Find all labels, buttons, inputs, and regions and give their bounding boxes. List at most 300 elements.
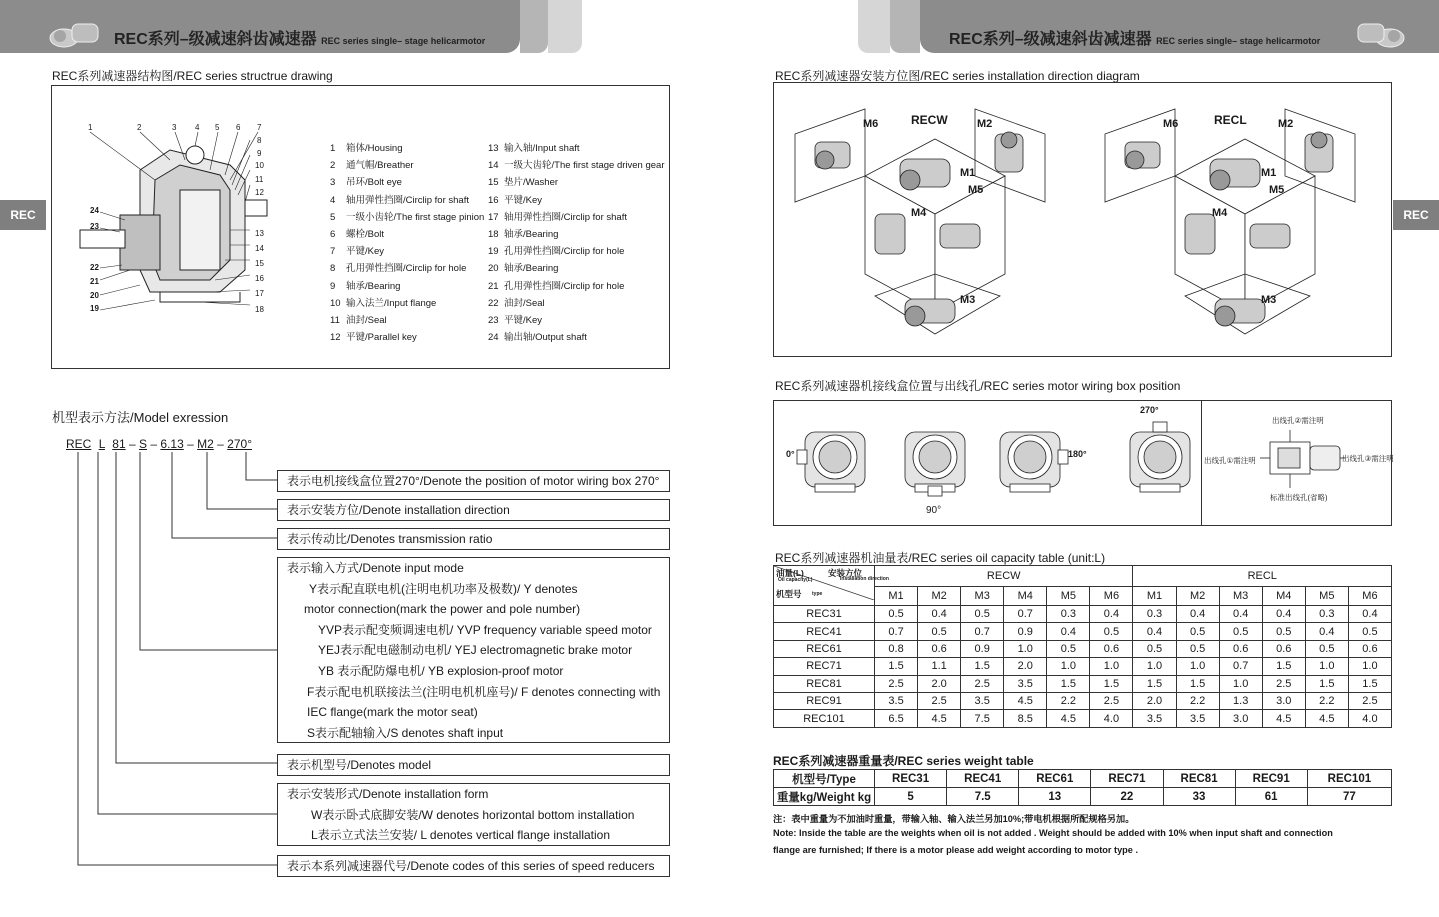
weight-type-cell: REC41 [947,770,1019,788]
oil-group-header: RECL [1133,566,1392,587]
part-item [488,140,665,157]
oil-value-cell: 0.7 [961,623,1004,640]
oil-value-cell: 3.0 [1262,692,1305,709]
part-item [330,329,484,346]
oil-data-row [774,623,1392,640]
oil-value-cell: 0.8 [875,640,918,657]
w-m3: M3 [960,294,976,306]
oil-value-cell: 0.6 [1348,640,1391,657]
part-number: 20 [488,263,499,275]
callout-11: 11 [255,175,264,184]
oil-value-cell: 0.4 [1047,623,1090,640]
oil-value-cell: 0.5 [1176,640,1219,657]
weight-value-cell: 33 [1163,788,1235,806]
callout-22: 22 [90,263,99,272]
part-item [488,243,665,260]
oil-value-cell: 2.5 [1348,692,1391,709]
weight-value-cell: 5 [875,788,947,806]
callout-top-5: 5 [215,123,220,132]
oil-data-row [774,710,1392,727]
weight-type-label: 机型号/Type [774,770,875,788]
w-m5: M5 [968,184,984,196]
callout-13: 13 [255,229,264,238]
part-number: 5 [330,211,336,223]
oil-position-header: M1 [1133,587,1176,606]
oil-position-header: M3 [961,587,1004,606]
oil-value-cell: 3.5 [1176,710,1219,727]
part-number: 1 [330,143,336,154]
callout-9: 9 [257,149,262,158]
weight-type-cell: REC71 [1091,770,1163,788]
callout-top-3: 3 [172,123,177,132]
callout-12: 12 [255,188,264,197]
gearmotor-logo-icon [44,14,106,50]
callout-top-1: 1 [88,123,93,132]
part-item [488,174,665,191]
oil-value-cell: 2.5 [1262,675,1305,692]
part-text: 孔用弹性挡圈/Circlip for hole [504,246,625,258]
oil-value-cell: 1.5 [1348,675,1391,692]
oil-value-cell: 0.5 [1090,623,1133,640]
model-row-line: 表示传动比/Denotes transmission ratio [287,532,493,546]
part-text: 一级小齿轮/The first stage pinion [346,211,485,223]
oil-value-cell: 0.4 [1176,606,1219,623]
oil-corner-oil_en: Oil capacity(L) [778,577,813,583]
part-text: 平键/Parallel key [346,332,417,344]
parts-list-left [330,140,484,346]
weight-table [773,769,1392,806]
oil-group-header: RECW [875,566,1133,587]
oil-value-cell: 4.0 [1348,710,1391,727]
part-item [488,209,665,226]
part-text: 垫片/Washer [504,177,559,189]
oil-value-cell: 1.5 [961,658,1004,675]
model-row [277,783,670,846]
callout-19: 19 [90,304,99,313]
model-row-line: 表示电机接线盒位置270°/Denote the position of motor wiring box 270° [287,474,660,488]
callout-18: 18 [255,305,264,314]
callout-23: 23 [90,222,99,231]
oil-value-cell: 2.2 [1176,692,1219,709]
weight-value-cell: 61 [1235,788,1307,806]
oil-data-row [774,692,1392,709]
part-number: 17 [488,211,499,223]
weight-value-label: 重量kg/Weight kg [774,788,875,806]
w-m4: M4 [911,207,927,219]
callout-top-2: 2 [137,123,142,132]
l-m2: M2 [1278,118,1294,130]
part-item [330,312,484,329]
part-item [488,312,665,329]
part-number: 6 [330,229,336,241]
oil-value-cell: 0.5 [918,623,961,640]
oil-value-cell: 2.5 [875,675,918,692]
oil-value-cell: 0.9 [1004,623,1047,640]
oil-value-cell: 0.5 [961,606,1004,623]
weight-value-cell: 7.5 [947,788,1019,806]
oil-value-cell: 0.5 [1133,640,1176,657]
oil-value-cell: 0.3 [1133,606,1176,623]
oil-value-cell: 2.5 [961,675,1004,692]
oil-value-cell: 0.5 [1176,623,1219,640]
hole-label-1: 出线孔①需注明 [1204,456,1256,465]
left-header [0,0,582,53]
angle-90: 90° [926,505,942,516]
l-m5: M5 [1269,184,1285,196]
oil-value-cell: 6.5 [875,710,918,727]
part-text: 平键/Key [504,194,543,206]
left-header-title: REC系列–级减速斜齿减速器 REC series single– stage helicarmotor [114,31,486,48]
part-number: 14 [488,160,499,172]
oil-value-cell: 2.2 [1305,692,1348,709]
hole-label-3: 出线孔③需注明 [1342,454,1394,463]
oil-value-cell: 0.5 [1047,640,1090,657]
model-row-line: L表示立式法兰安装/ L denotes vertical flange installation [311,828,611,843]
part-text: 油封/Seal [346,315,387,327]
oil-value-cell: 1.5 [1176,675,1219,692]
part-text: 轴用弹性挡圈/Circlip for shaft [504,211,627,223]
structure-drawing [60,120,280,320]
oil-model-cell: REC101 [774,710,875,727]
oil-value-cell: 8.5 [1004,710,1047,727]
oil-value-cell: 2.5 [1090,692,1133,709]
hole-label-std: 标准出线孔(省略) [1270,493,1328,502]
l-m1: M1 [1261,167,1277,179]
weight-type-cell: REC101 [1307,770,1391,788]
part-number: 12 [330,332,341,344]
oil-value-cell: 1.1 [918,658,961,675]
oil-value-cell: 0.4 [1348,606,1391,623]
part-number: 11 [330,315,340,327]
weight-title: REC系列减速器重量表/REC series weight table [773,754,1034,768]
weight-type-cell: REC61 [1019,770,1091,788]
callout-20: 20 [90,291,99,300]
part-item [330,226,484,243]
part-item [330,278,484,295]
part-number: 15 [488,177,499,189]
oil-value-cell: 0.4 [1133,623,1176,640]
code-dash-1: – [128,437,136,451]
oil-model-cell: REC91 [774,692,875,709]
callout-top-6: 6 [236,123,241,132]
oil-value-cell: 2.0 [918,675,961,692]
oil-value-cell: 2.0 [1133,692,1176,709]
oil-position-header: M5 [1047,587,1090,606]
part-number: 7 [330,246,336,258]
oil-value-cell: 0.3 [1305,606,1348,623]
part-text: 油封/Seal [504,297,545,309]
weight-type-cell: REC81 [1163,770,1235,788]
part-item [330,174,484,191]
model-row [277,528,670,550]
oil-value-cell: 1.5 [1133,675,1176,692]
label-recl: RECL [1214,113,1247,127]
note-en-2: flange are furnished; If there is a motor please add weight according to motor type . [773,845,1139,855]
oil-value-cell: 3.5 [961,692,1004,709]
oil-position-header: M2 [1176,587,1219,606]
weight-type-row [774,770,1392,788]
part-number: 2 [330,160,336,172]
w-m1: M1 [960,167,976,179]
gearmotor-logo-icon [1350,14,1412,50]
oil-value-cell: 1.0 [1176,658,1219,675]
weight-type-cell: REC91 [1235,770,1307,788]
right-header-title: REC系列–级减速斜齿减速器 REC series single– stage helicarmotor [949,31,1321,48]
oil-model-cell: REC61 [774,640,875,657]
oil-position-header: M4 [1004,587,1047,606]
weight-type-cell: REC31 [875,770,947,788]
oil-value-cell: 1.0 [1219,675,1262,692]
oil-value-cell: 2.0 [1004,658,1047,675]
oil-data-row [774,658,1392,675]
oil-value-cell: 0.4 [1262,606,1305,623]
part-number: 13 [488,143,499,154]
part-text: 输入法兰/Input flange [346,297,437,309]
weight-value-row [774,788,1392,806]
oil-value-cell: 4.5 [1004,692,1047,709]
oil-model-cell: REC41 [774,623,875,640]
install-title: REC系列减速器安装方位图/REC series installation direction diagram [775,69,1140,83]
part-text: 螺栓/Bolt [346,229,385,241]
oil-value-cell: 1.3 [1219,692,1262,709]
part-text: 孔用弹性挡圈/Circlip for hole [504,280,625,292]
model-row-line: S表示配轴输入/S denotes shaft input [307,725,504,740]
oil-value-cell: 0.9 [961,640,1004,657]
part-text: 轴用弹性挡圈/Circlip for shaft [346,194,469,206]
part-text: 孔用弹性挡圈/Circlip for hole [346,263,467,275]
part-text: 输出轴/Output shaft [504,332,587,344]
oil-data-row [774,675,1392,692]
part-text: 吊环/Bolt eye [346,177,402,189]
oil-model-cell: REC81 [774,675,875,692]
oil-value-cell: 4.5 [1047,710,1090,727]
oil-header-row [774,566,1392,587]
oil-value-cell: 3.0 [1219,710,1262,727]
oil-value-cell: 0.7 [1219,658,1262,675]
part-item [330,295,484,312]
part-text: 平键/Key [346,246,385,258]
oil-value-cell: 1.0 [1004,640,1047,657]
model-row-line: 表示机型号/Denotes model [287,758,432,772]
oil-value-cell: 0.4 [918,606,961,623]
callout-16: 16 [255,274,264,283]
oil-value-cell: 0.5 [1219,623,1262,640]
callout-10: 10 [255,161,264,170]
code-l: L [98,437,105,451]
oil-value-cell: 4.0 [1090,710,1133,727]
oil-value-cell: 3.5 [875,692,918,709]
oil-value-cell: 2.2 [1047,692,1090,709]
part-number: 10 [330,297,341,309]
label-recw: RECW [911,113,948,127]
oil-value-cell: 3.5 [1133,710,1176,727]
oil-value-cell: 1.5 [1262,658,1305,675]
oil-value-cell: 2.5 [918,692,961,709]
part-number: 16 [488,194,499,206]
oil-value-cell: 1.0 [1047,658,1090,675]
oil-value-cell: 4.5 [918,710,961,727]
note-en-1: Note: Inside the table are the weights when oil is not added . Weight should be added with 10% when input shaft and connection [773,828,1333,838]
oil-position-header: M1 [875,587,918,606]
part-text: 输入轴/Input shaft [504,143,580,154]
part-text: 通气帽/Breather [346,160,414,172]
oil-value-cell: 1.5 [1090,675,1133,692]
oil-corner-dir: 安装方位 [828,568,863,578]
part-item [488,295,665,312]
model-leader-lines [0,440,280,880]
code-81: 81 [112,437,126,451]
model-row-line: F表示配电机联接法兰(注明电机机座号)/ F denotes connecting with [307,684,661,699]
side-tab-left: REC [0,200,46,230]
part-item [488,260,665,277]
part-item [330,157,484,174]
part-text: 轴承/Bearing [504,263,559,275]
angle-0: 0° [786,449,795,459]
callout-15: 15 [255,259,264,268]
l-m6: M6 [1163,118,1179,130]
code-dash-2: – [150,437,158,451]
model-row-line: 表示安装形式/Denote installation form [287,787,489,801]
model-row [277,754,670,776]
oil-value-cell: 1.5 [1305,675,1348,692]
part-text: 轴承/Bearing [504,229,559,241]
weight-value-cell: 13 [1019,788,1091,806]
oil-position-header: M2 [918,587,961,606]
oil-value-cell: 0.6 [1219,640,1262,657]
w-m2: M2 [977,118,993,130]
model-row-line: 表示本系列减速器代号/Denote codes of this series of speed reducers [287,859,655,873]
oil-position-header: M4 [1262,587,1305,606]
part-item [330,243,484,260]
l-m3: M3 [1261,294,1277,306]
oil-corner-oil: 油量(L) [776,568,804,578]
oil-value-cell: 1.0 [1133,658,1176,675]
oil-model-cell: REC31 [774,606,875,623]
oil-value-cell: 0.4 [1219,606,1262,623]
oil-value-cell: 0.7 [875,623,918,640]
w-m6: M6 [863,118,879,130]
code-s: S [139,437,148,451]
oil-value-cell: 7.5 [961,710,1004,727]
oil-value-cell: 4.5 [1305,710,1348,727]
oil-position-header: M6 [1348,587,1391,606]
part-item [330,140,484,157]
oil-title: REC系列减速器机油量表/REC series oil capacity table (unit:L) [775,551,1106,565]
side-tab-right: REC [1393,200,1439,230]
part-text: 平键/Key [504,315,543,327]
part-number: 24 [488,332,499,344]
model-row [277,470,670,492]
part-number: 4 [330,194,336,206]
oil-data-row [774,640,1392,657]
part-text: 箱体/Housing [346,143,403,154]
callout-top-7: 7 [257,123,262,132]
model-title: 机型表示方法/Model exression [52,410,229,425]
callout-17: 17 [255,289,264,298]
model-row-line: YEJ表示配电磁制动电机/ YEJ electromagnetic brake motor [318,643,633,658]
oil-position-header: M5 [1305,587,1348,606]
model-row [277,499,670,521]
model-row-line: IEC flange(mark the motor seat) [307,705,478,720]
oil-value-cell: 0.5 [1348,623,1391,640]
oil-value-cell: 4.5 [1262,710,1305,727]
oil-data-row [774,606,1392,623]
oil-value-cell: 0.5 [1262,623,1305,640]
oil-model-cell: REC71 [774,658,875,675]
callout-8: 8 [257,136,262,145]
model-row [277,855,670,877]
part-item [488,226,665,243]
part-number: 23 [488,315,499,327]
outlet-hole-diagram [1260,430,1345,488]
parts-list-right [488,140,665,346]
oil-corner-type_en: type [812,591,823,597]
part-item [330,209,484,226]
code-270: 270° [227,437,252,451]
model-row-line: motor connection(mark the power and pole number) [304,602,581,617]
oil-corner-cell [774,566,889,606]
oil-value-cell: 1.0 [1090,658,1133,675]
part-number: 21 [488,280,499,292]
part-item [330,192,484,209]
oil-value-cell: 0.6 [1090,640,1133,657]
model-row-line: 表示安装方位/Denote installation direction [287,503,510,517]
structure-title: REC系列减速器结构图/REC series structrue drawing [52,69,333,83]
oil-corner-type: 机型号 [776,589,802,599]
hole-label-2: 出线孔②需注明 [1272,416,1324,425]
part-number: 19 [488,246,499,258]
callout-21: 21 [90,277,99,286]
oil-table [773,565,1392,728]
part-number: 22 [488,297,499,309]
model-row-line: Y表示配直联电机(注明电机功率及极数)/ Y denotes [309,581,578,596]
l-m4: M4 [1212,207,1228,219]
angle-180: 180° [1068,449,1087,459]
oil-value-cell: 1.0 [1305,658,1348,675]
oil-value-cell: 1.0 [1348,658,1391,675]
part-item [488,157,665,174]
oil-value-cell: 0.3 [1047,606,1090,623]
callout-24: 24 [90,206,99,215]
part-number: 8 [330,263,336,275]
callout-14: 14 [255,244,264,253]
oil-position-header: M3 [1219,587,1262,606]
model-row-line: 表示输入方式/Denote input mode [287,561,464,575]
oil-value-cell: 0.5 [1305,640,1348,657]
wiring-diagram [775,402,1200,524]
part-item [330,260,484,277]
part-item [488,192,665,209]
part-text: 轴承/Bearing [346,280,401,292]
weight-value-cell: 22 [1091,788,1163,806]
callout-top-4: 4 [195,123,200,132]
oil-value-cell: 0.5 [875,606,918,623]
oil-value-cell: 1.5 [1047,675,1090,692]
code-ratio: 6.13 [160,437,184,451]
part-item [488,329,665,346]
wiring-divider [1201,400,1202,526]
model-row-line: W表示卧式底脚安装/W denotes horizontal bottom installation [311,807,635,822]
right-header [858,0,1439,53]
part-text: 一级大齿轮/The first stage driven gear [504,160,665,172]
weight-value-cell: 77 [1307,788,1391,806]
oil-value-cell: 0.4 [1090,606,1133,623]
code-m2: M2 [197,437,214,451]
part-number: 9 [330,280,336,292]
note-cn: 注：表中重量为不加油时重量，带输入轴、输入法兰另加10%;带电机根据所配规格另加。 [773,814,1135,824]
model-row [277,557,670,743]
wiring-title: REC系列减速器机接线盒位置与出线孔/REC series motor wiring box position [775,379,1181,393]
